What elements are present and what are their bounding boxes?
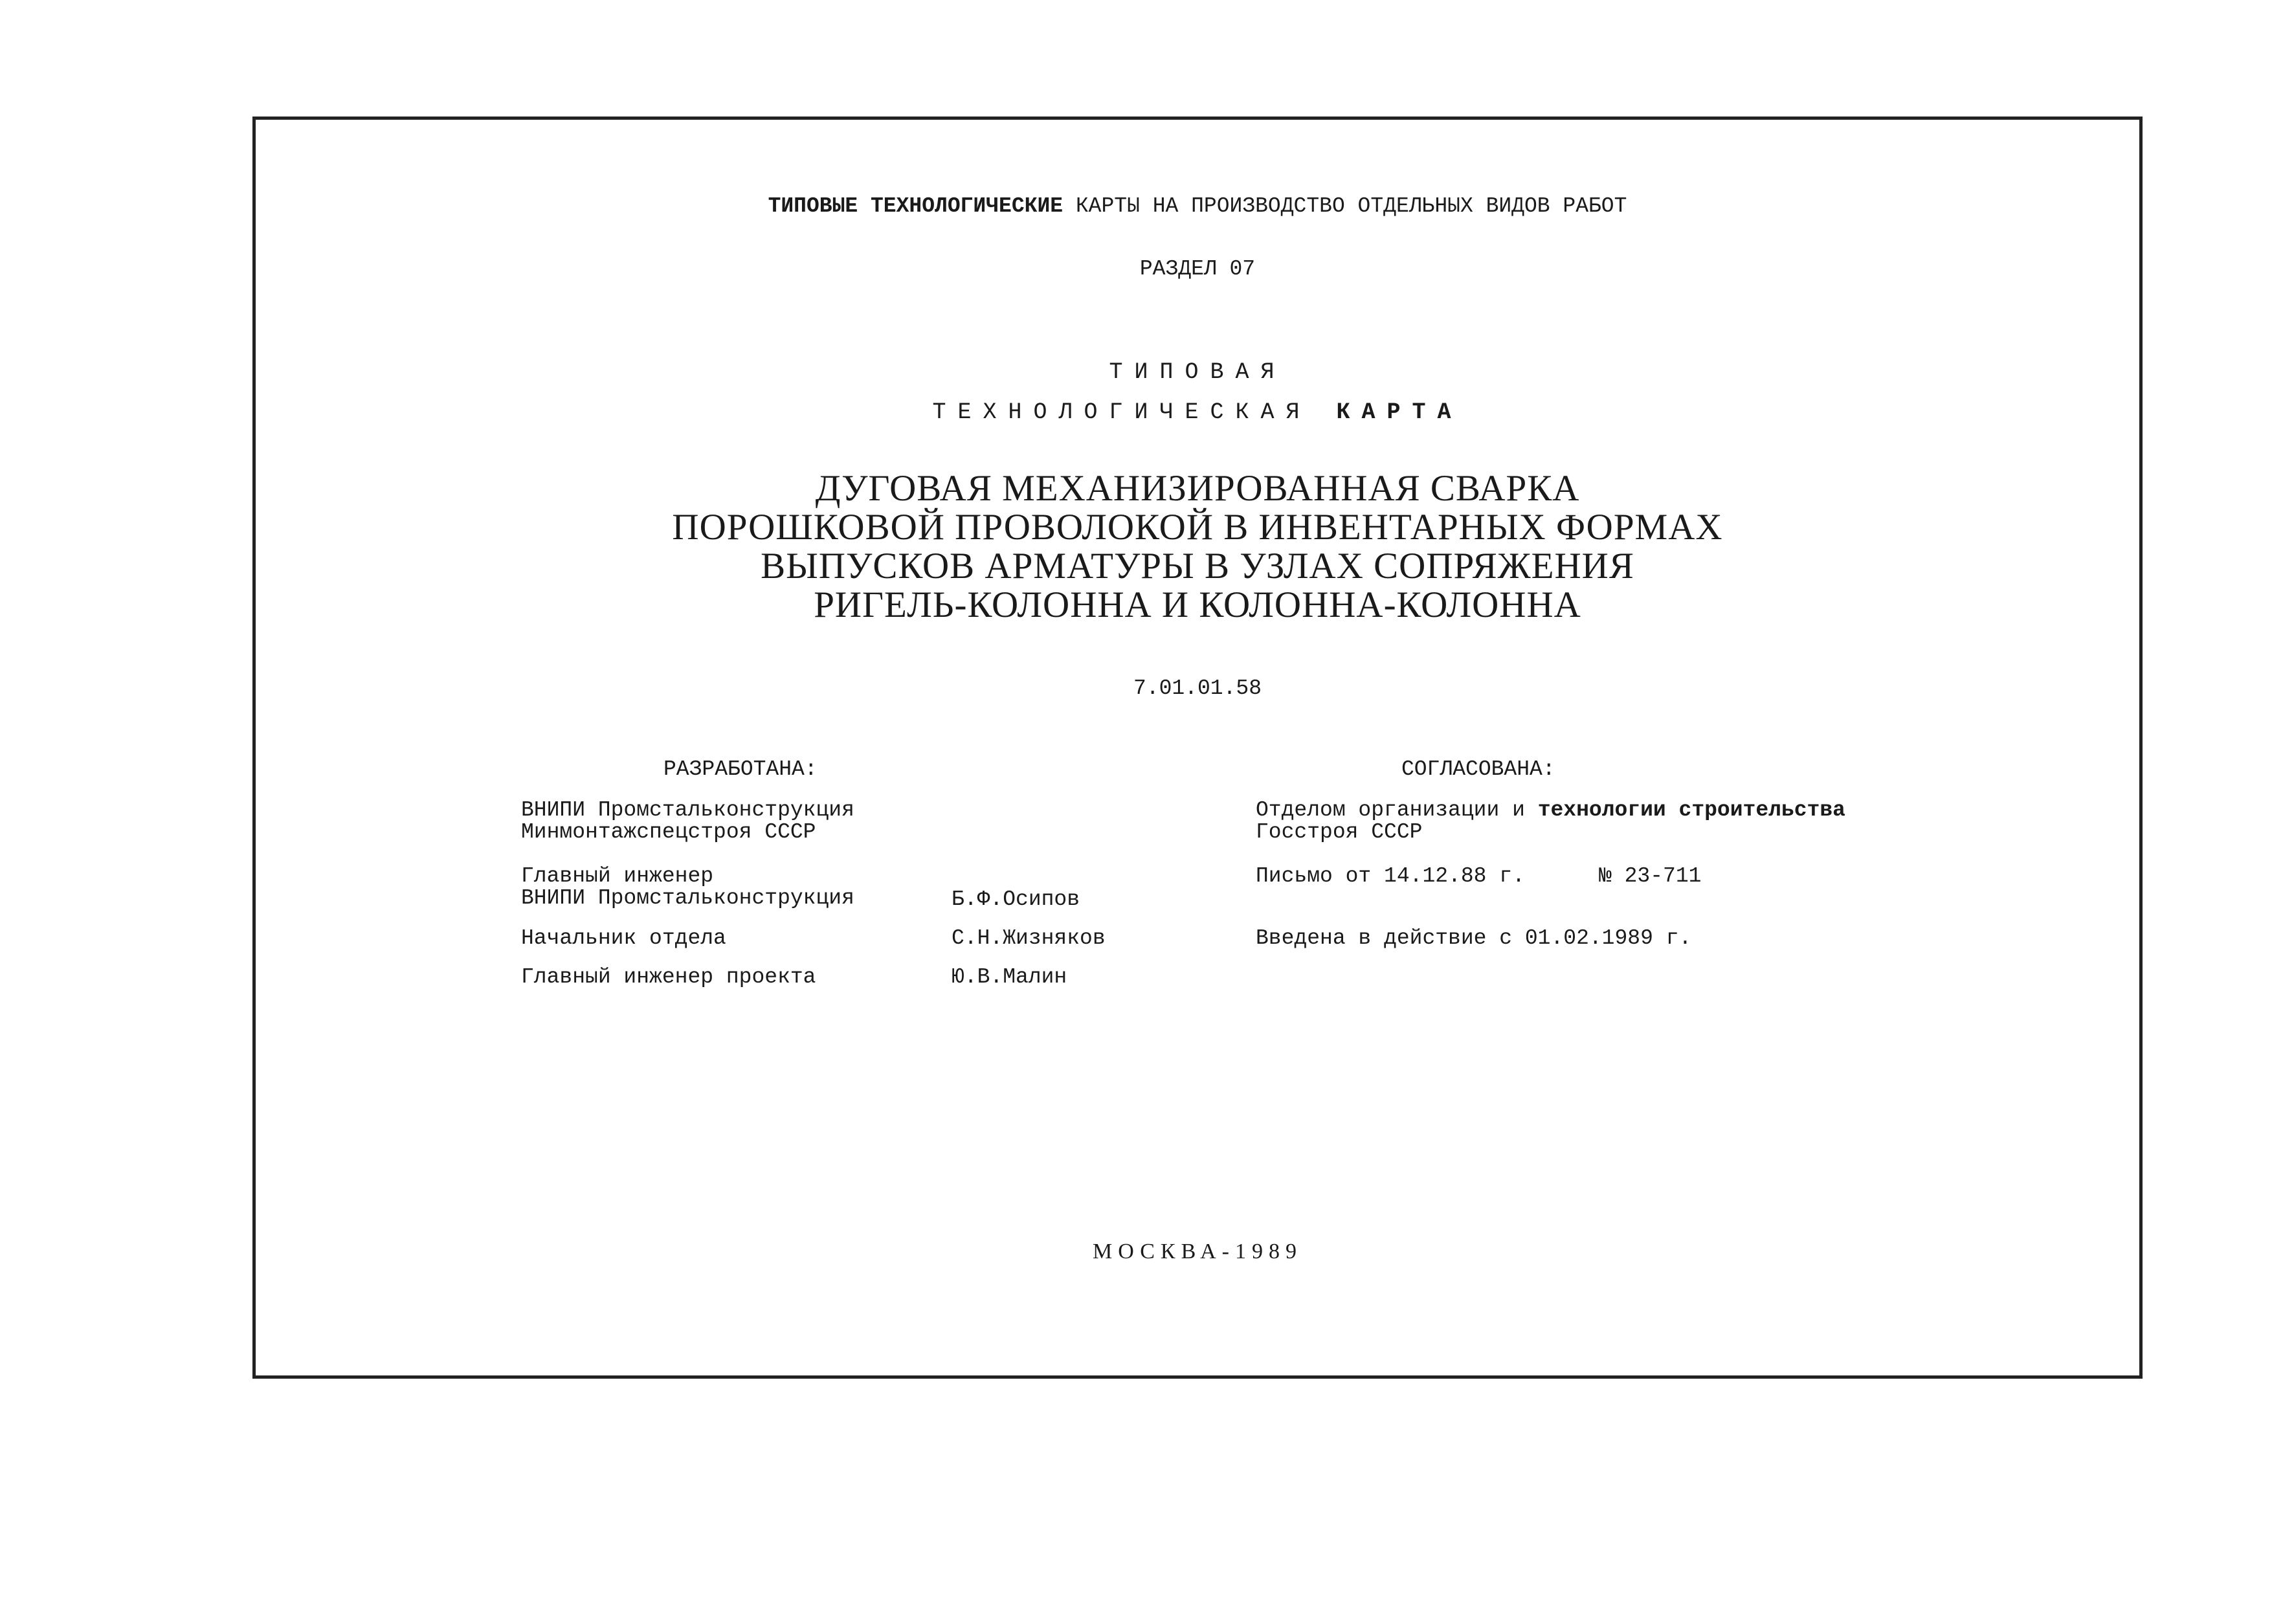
doc-type-line2 (256, 399, 2139, 425)
developed-name1: Б.Ф.Осипов (952, 887, 1080, 911)
doc-type-word: ТЕХНОЛОГИЧЕСКАЯ (932, 399, 1311, 425)
page-frame (252, 117, 2143, 1379)
developed-org-line1: ВНИПИ Промстальконструкция (521, 798, 854, 822)
developed-role3: Главный инженер проекта (521, 965, 816, 989)
title-line: ВЫПУСКОВ АРМАТУРЫ В УЗЛАХ СОПРЯЖЕНИЯ (761, 546, 1634, 586)
section-number: РАЗДЕЛ 07 (1139, 257, 1256, 281)
agreed-org-line1a: Отделом организации и (1256, 798, 1525, 822)
series-header (256, 194, 2139, 218)
doc-type-card-word: КАРТА (1336, 399, 1463, 425)
agreed-org-line1b: технологии строительства (1537, 798, 1845, 822)
series-header-rest: КАРТЫ НА ПРОИЗВОДСТВО ОТДЕЛЬНЫХ ВИДОВ РАБОТ (1075, 194, 1627, 218)
agreed-effective-date: Введена в действие с 01.02.1989 г. (1256, 926, 1692, 950)
agreed-letter: Письмо от 14.12.88 г. (1256, 864, 1525, 888)
document-code: 7.01.01.58 (1133, 676, 1262, 700)
title-line: ПОРОШКОВОЙ ПРОВОЛОКОЙ В ИНВЕНТАРНЫХ ФОРМАХ (672, 507, 1723, 548)
publication-place-year: МОСКВА-1989 (1093, 1240, 1302, 1263)
role1-line2: ВНИПИ Промстальконструкция (521, 886, 854, 910)
role1-line1: Главный инженер (521, 864, 714, 888)
agreed-org (1256, 799, 1845, 843)
developed-role1 (521, 865, 854, 909)
developed-org (521, 799, 854, 843)
agreed-org-line2: Госстроя СССР (1256, 820, 1423, 844)
doc-type-line1: ТИПОВАЯ (1109, 359, 1286, 385)
developed-name3: Ю.В.Малин (952, 965, 1067, 989)
developed-role2: Начальник отдела (521, 926, 726, 950)
series-header-bold: ТИПОВЫЕ ТЕХНОЛОГИЧЕСКИЕ (768, 194, 1064, 218)
developed-org-line2: Минмонтажспецстроя СССР (521, 820, 816, 844)
developed-name2: С.Н.Жизняков (952, 926, 1106, 950)
agreed-letter-number: № 23-711 (1599, 864, 1702, 888)
title-line: РИГЕЛЬ-КОЛОННА И КОЛОННА-КОЛОННА (814, 584, 1581, 625)
agreed-heading: СОГЛАСОВАНА: (1401, 757, 1555, 781)
developed-heading: РАЗРАБОТАНА: (663, 757, 818, 781)
title-line: ДУГОВАЯ МЕХАНИЗИРОВАННАЯ СВАРКА (815, 468, 1580, 509)
document-title (256, 469, 2139, 625)
